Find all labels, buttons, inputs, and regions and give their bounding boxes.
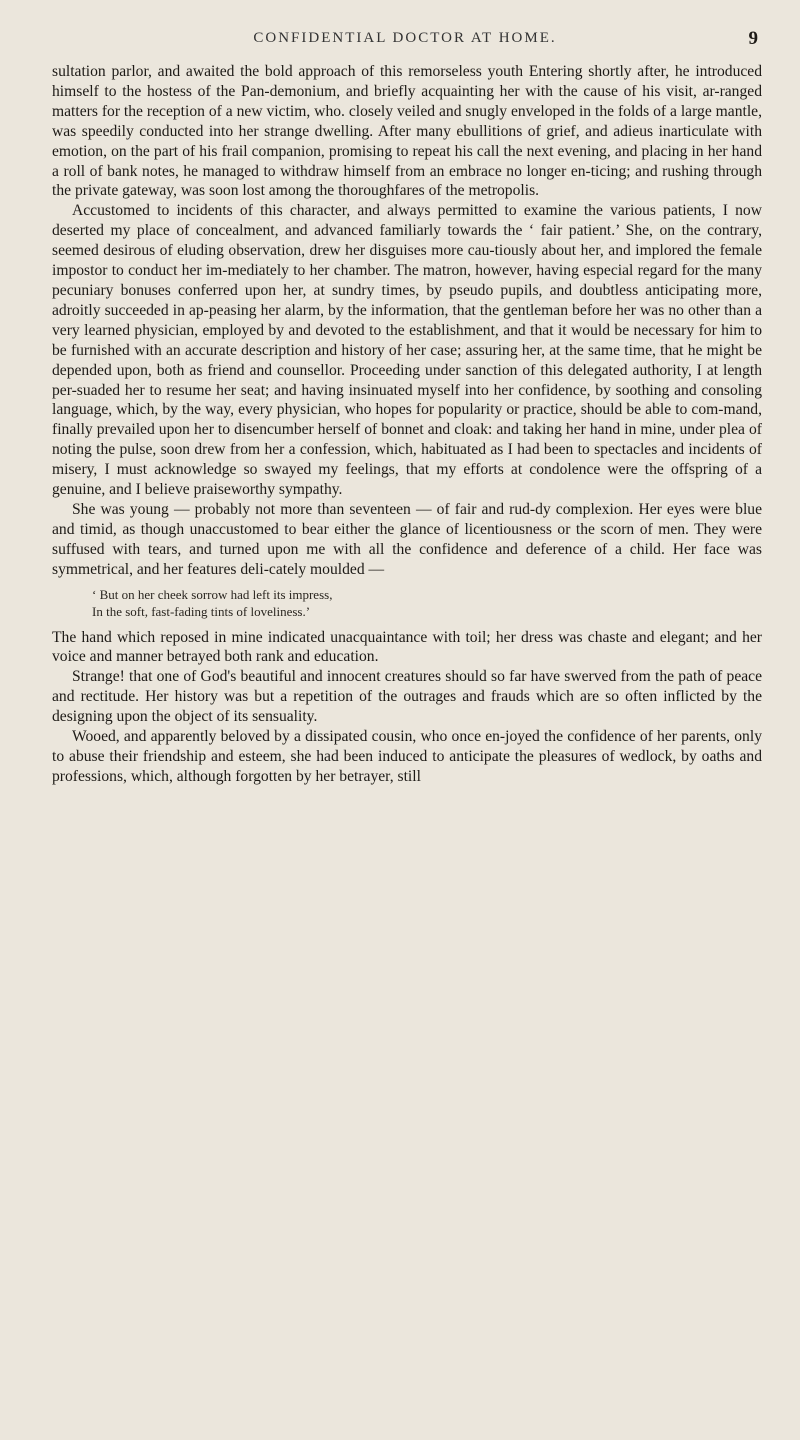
paragraph: sultation parlor, and awaited the bold approach of this remorseless youth Entering shortly after, he introduced himself to the hostess of the Pan-demonium, and briefly acquainting her with the cause of his visit, ar-ranged matters for the reception of a new victim, who. closely veiled and snugly enveloped in the folds of a large mantle, was speedily conducted into her strange dwelling. After many ebullitions of grief, and adieus inarticulate with emotion, on the part of his frail companion, promising to repeat his call the next evening, and placing in her hand a roll of bank notes, he managed to withdraw himself from an embrace no longer en-ticing; and rushing through the private gateway, was soon lost among the thoroughfares of the metropolis. xyxy=(52,63,762,200)
paragraph: Strange! that one of God's beautiful and innocent creatures should so far have swerved from the path of peace and rectitude. Her history was but a repetition of the outrages and frauds which are so often inflicted by the designing upon the object of its sensuality. xyxy=(52,668,762,726)
paragraph: The hand which reposed in mine indicated unacquaintance with toil; her dress was chaste and elegant; and her voice and manner betrayed both rank and education. xyxy=(52,628,762,666)
paragraph: She was young — probably not more than seventeen — of fair and rud-dy complexion. Her eyes were blue and timid, as though unaccustomed to bear either the glance of licentiousness or the scorn of men. They were suffused with tears, and turned upon me with all the confidence and deference of a child. Her face was symmetrical, and her features deli-cately moulded — xyxy=(52,500,762,578)
body-text xyxy=(52,62,762,787)
running-title: CONFIDENTIAL DOCTOR AT HOME. xyxy=(253,30,557,46)
verse-line: In the soft, fast-fading tints of loveliness.’ xyxy=(92,603,311,619)
running-head xyxy=(52,30,758,54)
verse-line: ‘ But on her cheek sorrow had left its impress, xyxy=(92,586,333,602)
paragraph: Accustomed to incidents of this character, and always permitted to examine the various patients, I now deserted my place of concealment, and advanced familiarly towards the ‘ fair patient.’ She, on the contrary, seemed desirous of eluding observation, drew her disguises more cau-tiously about her, and implored the female impostor to conduct her im-mediately to her chamber. The matron, however, having especial regard for the many pecuniary bonuses conferred upon her, at sundry times, by pseudo pupils, and doubtless anticipating more, adroitly succeeded in ap-peasing her alarm, by the information, that the gentleman before her was no other than a very learned physician, employed by and devoted to the establishment, and that it would be necessary for him to be furnished with an accurate description and history of her case; assuring her, at the same time, that he might be depended upon, both as friend and counsellor. Proceeding under sanction of this delegated authority, I at length per-suaded her to resume her seat; and having insinuated myself into her confidence, by soothing and consoling language, which, by the way, every physician, who hopes for popularity or practice, should be able to com-mand, finally prevailed upon her to disencumber herself of bonnet and cloak: and taking her hand in mine, under plea of noting the pulse, soon drew from her a confession, which, habituated as I had been to spectacles and incidents of misery, I must acknowledge so swayed my feelings, that my efforts at condolence were the offspring of a genuine, and I believe praiseworthy sympathy. xyxy=(52,202,762,499)
page-number: 9 xyxy=(748,28,758,49)
verse-quotation xyxy=(52,586,762,620)
paragraph: Wooed, and apparently beloved by a dissipated cousin, who once en-joyed the confidence of her parents, only to abuse their friendship and esteem, she had been induced to anticipate the pleasures of wedlock, by oaths and professions, which, although forgotten by her betrayer, still xyxy=(52,728,762,785)
